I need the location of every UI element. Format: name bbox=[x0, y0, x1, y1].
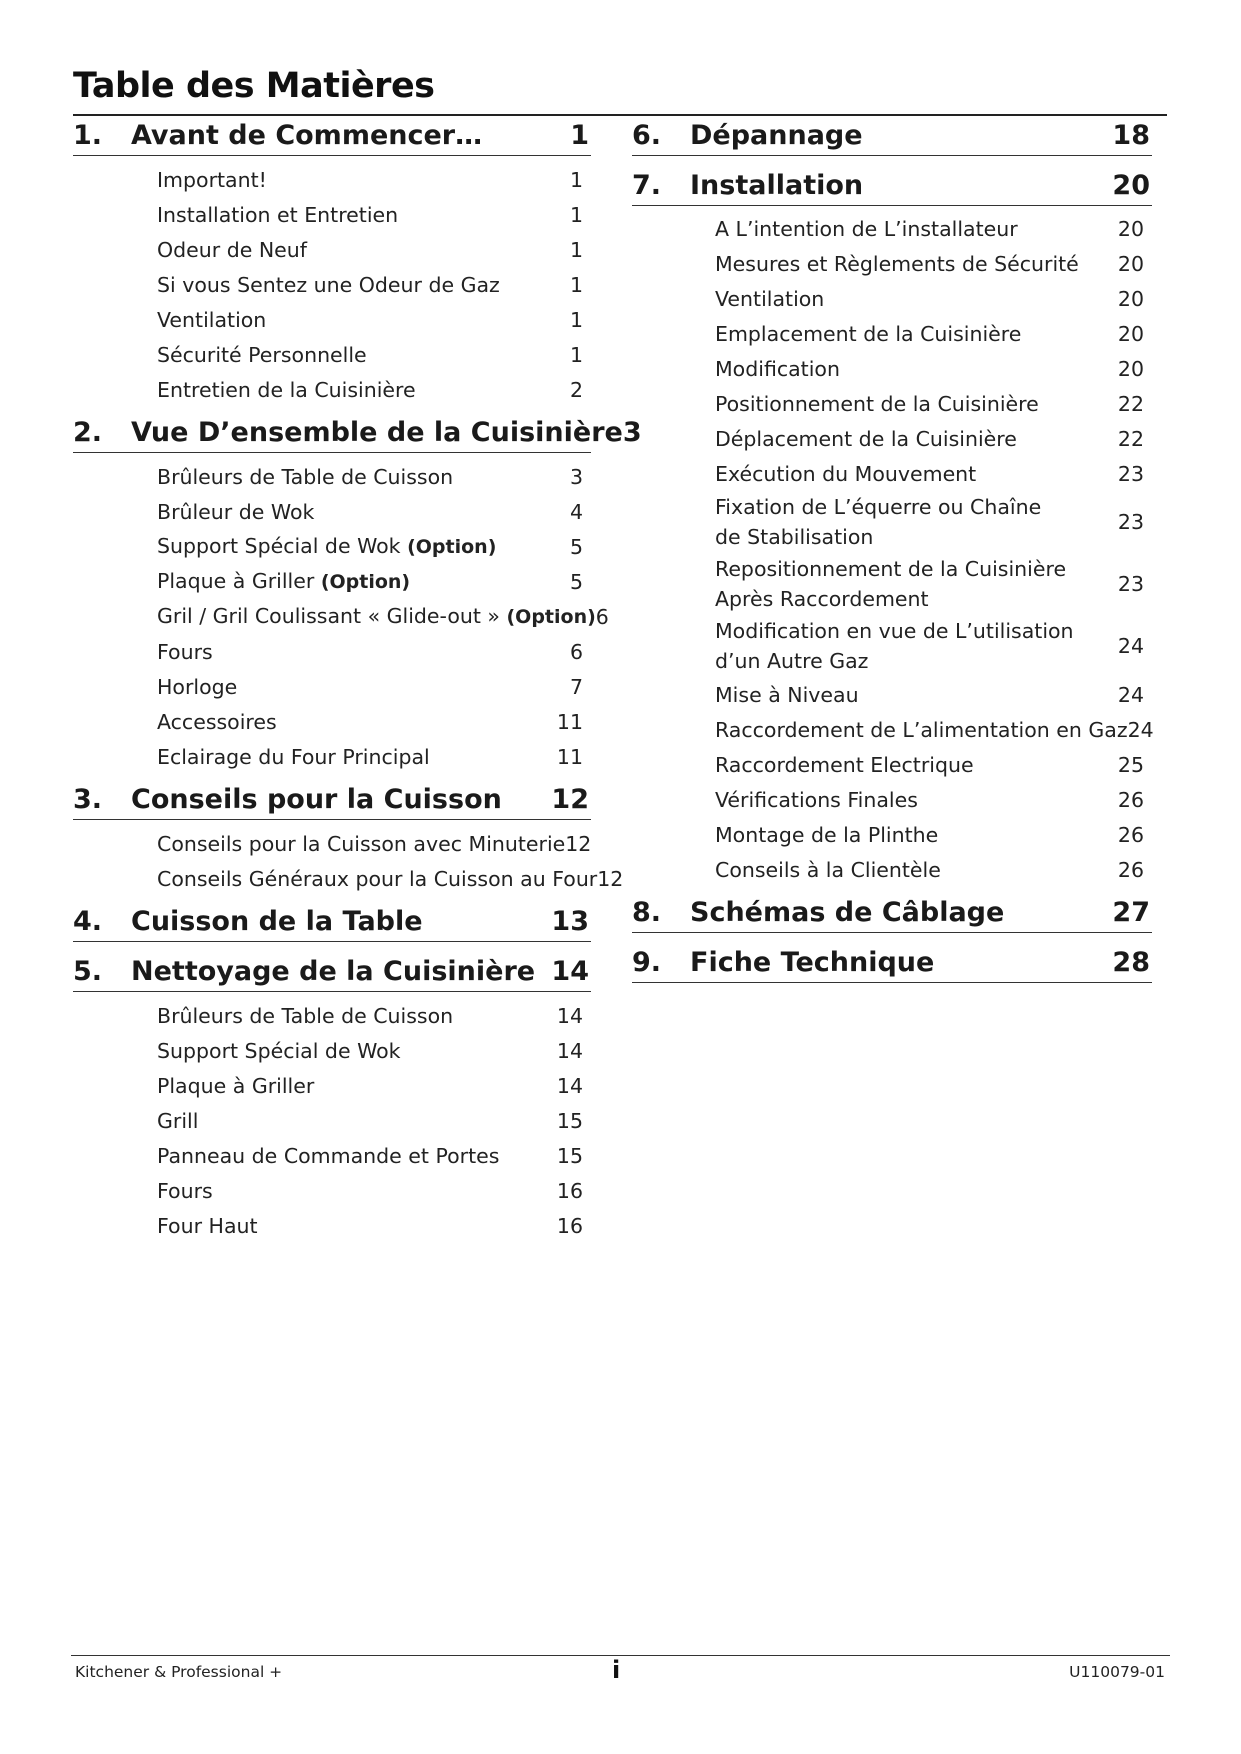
entry-label bbox=[157, 601, 596, 632]
footer-page-number: i bbox=[612, 1656, 621, 1684]
entry-label-text: Positionnement de la Cuisinière bbox=[715, 391, 1039, 416]
entry-label bbox=[157, 1071, 557, 1101]
entry-label-text: Fixation de L’équerre ou Chaîne bbox=[715, 495, 1042, 519]
section-spacer bbox=[632, 933, 1152, 947]
entry-page-number: 5 bbox=[569, 569, 583, 594]
entry-page-number: 20 bbox=[1117, 356, 1144, 381]
entry-label bbox=[157, 864, 597, 894]
entry-label bbox=[157, 497, 570, 527]
section-title: Vue D’ensemble de la Cuisinière bbox=[131, 417, 623, 448]
entry-label-text: Important! bbox=[157, 167, 267, 192]
toc-entry[interactable] bbox=[73, 826, 591, 861]
entry-label-text: Modification bbox=[715, 356, 840, 381]
entry-page-number: 26 bbox=[1117, 787, 1144, 812]
entry-label bbox=[157, 531, 570, 562]
entry-label-text: Montage de la Plinthe bbox=[715, 822, 939, 847]
subsection-list bbox=[73, 156, 591, 417]
entry-page-number: 26 bbox=[1117, 822, 1144, 847]
section-heading[interactable] bbox=[632, 170, 1152, 206]
toc-entry[interactable] bbox=[73, 1208, 591, 1243]
option-tag: (Option) bbox=[506, 606, 596, 628]
toc-entry[interactable] bbox=[73, 1138, 591, 1173]
section-title: Schémas de Câblage bbox=[690, 897, 1005, 928]
toc-entry[interactable] bbox=[632, 281, 1152, 316]
section-page-number: 28 bbox=[1112, 947, 1150, 978]
toc-entry[interactable] bbox=[73, 704, 591, 739]
section-title: Installation bbox=[690, 170, 864, 201]
entry-page-number: 14 bbox=[556, 1003, 583, 1028]
toc-entry[interactable] bbox=[73, 599, 609, 634]
toc-entry[interactable] bbox=[73, 372, 591, 407]
toc-entry[interactable] bbox=[632, 491, 1152, 553]
toc-entry[interactable] bbox=[73, 267, 591, 302]
entry-page-number: 1 bbox=[569, 307, 583, 332]
entry-label bbox=[715, 554, 1118, 614]
entry-label bbox=[715, 249, 1118, 279]
entry-label-text: Conseils à la Clientèle bbox=[715, 857, 941, 882]
entry-label-text: Si vous Sentez une Odeur de Gaz bbox=[157, 272, 500, 297]
toc-entry[interactable] bbox=[73, 162, 591, 197]
entry-label-text: Conseils Généraux pour la Cuisson au Four bbox=[157, 866, 598, 891]
entry-label bbox=[157, 566, 570, 597]
entry-label bbox=[157, 1001, 557, 1031]
entry-label bbox=[157, 462, 570, 492]
entry-label bbox=[157, 305, 570, 335]
entry-label bbox=[715, 459, 1118, 489]
section-page-number: 20 bbox=[1112, 170, 1150, 201]
subsection-list bbox=[73, 453, 609, 784]
entry-label-text: Mise à Niveau bbox=[715, 682, 859, 707]
entry-page-number: 2 bbox=[569, 377, 583, 402]
entry-page-number: 3 bbox=[569, 464, 583, 489]
entry-label-text: Four Haut bbox=[157, 1213, 258, 1238]
entry-page-number: 6 bbox=[595, 604, 609, 629]
entry-label-text: Emplacement de la Cuisinière bbox=[715, 321, 1022, 346]
entry-label-text: Plaque à Griller bbox=[157, 569, 315, 593]
toc-entry[interactable] bbox=[73, 337, 591, 372]
entry-page-number: 22 bbox=[1117, 391, 1144, 416]
title-divider bbox=[73, 114, 1167, 116]
entry-label bbox=[715, 715, 1128, 745]
entry-label-text: Brûleurs de Table de Cuisson bbox=[157, 1003, 454, 1028]
entry-label bbox=[157, 829, 565, 859]
entry-label bbox=[715, 855, 1118, 885]
entry-label-text: Gril / Gril Coulissant « Glide-out » bbox=[157, 604, 500, 628]
subsection-list bbox=[73, 820, 624, 906]
toc-entry[interactable] bbox=[73, 1173, 591, 1208]
section-number: 3. bbox=[73, 784, 103, 815]
entry-label-text: Mesures et Règlements de Sécurité bbox=[715, 251, 1079, 276]
section-page-number: 13 bbox=[551, 906, 589, 937]
subsection-list bbox=[73, 992, 591, 1253]
entry-label bbox=[715, 820, 1118, 850]
entry-label bbox=[157, 340, 570, 370]
entry-label bbox=[157, 1141, 557, 1171]
section-heading[interactable] bbox=[632, 947, 1152, 983]
subsection-list bbox=[632, 206, 1152, 897]
toc-column-left bbox=[73, 120, 642, 1253]
toc-entry[interactable] bbox=[73, 1068, 591, 1103]
entry-label bbox=[715, 492, 1118, 552]
section-heading[interactable] bbox=[73, 906, 591, 942]
toc-section bbox=[73, 417, 642, 784]
entry-page-number: 5 bbox=[569, 534, 583, 559]
toc-entry[interactable] bbox=[73, 861, 624, 896]
section-title: Nettoyage de la Cuisinière bbox=[131, 956, 536, 987]
footer-divider bbox=[71, 1655, 1170, 1656]
toc-entry[interactable] bbox=[73, 529, 591, 564]
section-number: 4. bbox=[73, 906, 103, 937]
section-number: 6. bbox=[632, 120, 662, 151]
toc-entry[interactable] bbox=[632, 852, 1152, 887]
entry-label-text: Installation et Entretien bbox=[157, 202, 399, 227]
section-number: 5. bbox=[73, 956, 103, 987]
entry-label-text: Support Spécial de Wok bbox=[157, 534, 401, 558]
entry-label bbox=[157, 235, 570, 265]
entry-page-number: 11 bbox=[556, 709, 583, 734]
entry-label bbox=[157, 1211, 557, 1241]
entry-page-number: 12 bbox=[565, 831, 592, 856]
section-title: Fiche Technique bbox=[690, 947, 935, 978]
entry-label bbox=[157, 742, 557, 772]
section-number: 8. bbox=[632, 897, 662, 928]
toc-section bbox=[632, 120, 1152, 170]
section-heading[interactable] bbox=[73, 120, 591, 156]
entry-page-number: 22 bbox=[1117, 426, 1144, 451]
section-number: 2. bbox=[73, 417, 103, 448]
section-heading[interactable] bbox=[632, 120, 1152, 156]
toc-entry[interactable] bbox=[632, 211, 1152, 246]
entry-label-text-line2: d’un Autre Gaz bbox=[715, 649, 869, 673]
entry-label bbox=[157, 375, 570, 405]
entry-label-text: Raccordement de L’alimentation en Gaz bbox=[715, 717, 1128, 742]
entry-page-number: 11 bbox=[556, 744, 583, 769]
toc-entry[interactable] bbox=[632, 712, 1152, 747]
toc-entry[interactable] bbox=[632, 782, 1152, 817]
entry-label bbox=[157, 672, 570, 702]
section-page-number: 27 bbox=[1112, 897, 1150, 928]
entry-label-text: Vérifications Finales bbox=[715, 787, 918, 812]
section-page-number: 14 bbox=[551, 956, 589, 987]
section-spacer bbox=[73, 942, 591, 956]
option-tag: (Option) bbox=[407, 536, 497, 558]
entry-page-number: 20 bbox=[1117, 286, 1144, 311]
entry-label bbox=[157, 200, 570, 230]
entry-label bbox=[157, 1036, 557, 1066]
option-tag: (Option) bbox=[320, 571, 411, 593]
entry-label-text: Ventilation bbox=[157, 307, 267, 332]
toc-entry[interactable] bbox=[73, 197, 591, 232]
toc-entry[interactable] bbox=[632, 817, 1152, 852]
entry-page-number: 20 bbox=[1117, 216, 1144, 241]
entry-label bbox=[157, 637, 570, 667]
entry-page-number: 16 bbox=[556, 1213, 583, 1238]
entry-page-number: 15 bbox=[556, 1108, 583, 1133]
toc-column-right bbox=[632, 120, 1152, 997]
entry-label-text: Plaque à Griller bbox=[157, 1073, 315, 1098]
entry-label bbox=[157, 1106, 557, 1136]
toc-section bbox=[73, 956, 591, 1253]
section-page-number: 3 bbox=[622, 417, 642, 448]
entry-label-text-line2: Après Raccordement bbox=[715, 587, 929, 611]
entry-page-number: 15 bbox=[556, 1143, 583, 1168]
entry-label bbox=[715, 354, 1118, 384]
section-page-number: 18 bbox=[1112, 120, 1150, 151]
entry-page-number: 24 bbox=[1117, 682, 1144, 707]
toc-entry[interactable] bbox=[632, 553, 1152, 615]
toc-entry[interactable] bbox=[632, 351, 1152, 386]
entry-page-number: 23 bbox=[1117, 572, 1144, 596]
toc-section bbox=[632, 897, 1152, 947]
toc-entry[interactable] bbox=[632, 677, 1152, 712]
entry-page-number: 24 bbox=[1127, 717, 1154, 742]
entry-label bbox=[715, 680, 1118, 710]
section-heading[interactable] bbox=[73, 784, 591, 820]
entry-label bbox=[715, 785, 1118, 815]
entry-page-number: 1 bbox=[569, 167, 583, 192]
entry-page-number: 26 bbox=[1117, 857, 1144, 882]
entry-page-number: 1 bbox=[569, 272, 583, 297]
entry-page-number: 1 bbox=[569, 237, 583, 262]
entry-label-text: Entretien de la Cuisinière bbox=[157, 377, 416, 402]
section-page-number: 12 bbox=[551, 784, 589, 815]
section-title: Avant de Commencer… bbox=[131, 120, 483, 151]
toc-section bbox=[632, 947, 1152, 997]
entry-page-number: 7 bbox=[569, 674, 583, 699]
section-heading[interactable] bbox=[73, 417, 642, 453]
section-number: 9. bbox=[632, 947, 662, 978]
entry-label-text: Exécution du Mouvement bbox=[715, 461, 977, 486]
section-number: 1. bbox=[73, 120, 103, 151]
entry-label-text: Grill bbox=[157, 1108, 199, 1133]
toc-entry[interactable] bbox=[73, 1103, 591, 1138]
entry-page-number: 25 bbox=[1117, 752, 1144, 777]
entry-label bbox=[715, 424, 1118, 454]
toc-entry[interactable] bbox=[73, 302, 591, 337]
entry-label-text: Fours bbox=[157, 639, 213, 664]
toc-entry[interactable] bbox=[73, 1033, 591, 1068]
entry-label-text: Horloge bbox=[157, 674, 238, 699]
toc-entry[interactable] bbox=[632, 456, 1152, 491]
entry-label bbox=[157, 707, 557, 737]
toc-entry[interactable] bbox=[73, 998, 591, 1033]
toc-entry[interactable] bbox=[73, 564, 591, 599]
entry-label-text: Brûleurs de Table de Cuisson bbox=[157, 464, 454, 489]
toc-entry[interactable] bbox=[632, 316, 1152, 351]
toc-entry[interactable] bbox=[632, 386, 1152, 421]
entry-label-text: Support Spécial de Wok bbox=[157, 1038, 401, 1063]
page-title: Table des Matières bbox=[73, 66, 435, 106]
entry-label-text: Panneau de Commande et Portes bbox=[157, 1143, 500, 1168]
entry-label bbox=[715, 750, 1118, 780]
entry-label bbox=[715, 319, 1118, 349]
section-number: 7. bbox=[632, 170, 662, 201]
entry-page-number: 20 bbox=[1117, 251, 1144, 276]
entry-page-number: 1 bbox=[569, 342, 583, 367]
entry-page-number: 14 bbox=[556, 1073, 583, 1098]
footer-product-name: Kitchener & Professional + bbox=[75, 1663, 283, 1681]
section-page-number: 1 bbox=[570, 120, 589, 151]
entry-label bbox=[157, 1176, 557, 1206]
entry-label-text: Ventilation bbox=[715, 286, 825, 311]
entry-page-number: 1 bbox=[569, 202, 583, 227]
toc-entry[interactable] bbox=[73, 232, 591, 267]
entry-label-text: Eclairage du Four Principal bbox=[157, 744, 430, 769]
entry-page-number: 16 bbox=[556, 1178, 583, 1203]
entry-page-number: 23 bbox=[1117, 510, 1144, 534]
toc-entry[interactable] bbox=[73, 459, 591, 494]
entry-page-number: 12 bbox=[597, 866, 624, 891]
entry-page-number: 23 bbox=[1117, 461, 1144, 486]
entry-label bbox=[715, 284, 1118, 314]
section-title: Dépannage bbox=[690, 120, 863, 151]
entry-label bbox=[715, 616, 1118, 676]
toc-section bbox=[73, 120, 591, 417]
entry-page-number: 24 bbox=[1117, 634, 1144, 658]
entry-page-number: 20 bbox=[1117, 321, 1144, 346]
toc-entry[interactable] bbox=[73, 494, 591, 529]
entry-label-text: Modification en vue de L’utilisation bbox=[715, 619, 1074, 643]
entry-label-text: Odeur de Neuf bbox=[157, 237, 307, 262]
entry-label-text: Repositionnement de la Cuisinière bbox=[715, 557, 1067, 581]
section-spacer bbox=[632, 983, 1152, 997]
entry-label-text: A L’intention de L’installateur bbox=[715, 216, 1018, 241]
entry-label bbox=[715, 389, 1118, 419]
section-spacer bbox=[632, 156, 1152, 170]
toc-entry[interactable] bbox=[73, 634, 591, 669]
toc-section bbox=[632, 170, 1152, 897]
entry-label-text: Sécurité Personnelle bbox=[157, 342, 367, 367]
entry-label-text-line2: de Stabilisation bbox=[715, 525, 874, 549]
toc-entry[interactable] bbox=[632, 421, 1152, 456]
toc-entry[interactable] bbox=[632, 615, 1152, 677]
toc-section bbox=[73, 906, 591, 956]
entry-label-text: Accessoires bbox=[157, 709, 277, 734]
entry-label-text: Conseils pour la Cuisson avec Minuterie bbox=[157, 831, 566, 856]
toc-section bbox=[73, 784, 624, 906]
section-heading[interactable] bbox=[632, 897, 1152, 933]
entry-label bbox=[157, 165, 570, 195]
entry-page-number: 14 bbox=[556, 1038, 583, 1063]
entry-label-text: Fours bbox=[157, 1178, 213, 1203]
entry-label-text: Raccordement Electrique bbox=[715, 752, 974, 777]
entry-label bbox=[157, 270, 570, 300]
entry-page-number: 4 bbox=[569, 499, 583, 524]
toc-entry[interactable] bbox=[632, 747, 1152, 782]
entry-label bbox=[715, 214, 1118, 244]
toc-entry[interactable] bbox=[632, 246, 1152, 281]
footer-document-code: U110079-01 bbox=[1069, 1663, 1165, 1681]
entry-page-number: 6 bbox=[569, 639, 583, 664]
entry-label-text: Brûleur de Wok bbox=[157, 499, 315, 524]
section-title: Cuisson de la Table bbox=[131, 906, 423, 937]
section-heading[interactable] bbox=[73, 956, 591, 992]
section-title: Conseils pour la Cuisson bbox=[131, 784, 502, 815]
toc-entry[interactable] bbox=[73, 669, 591, 704]
toc-entry[interactable] bbox=[73, 739, 591, 774]
entry-label-text: Déplacement de la Cuisinière bbox=[715, 426, 1017, 451]
